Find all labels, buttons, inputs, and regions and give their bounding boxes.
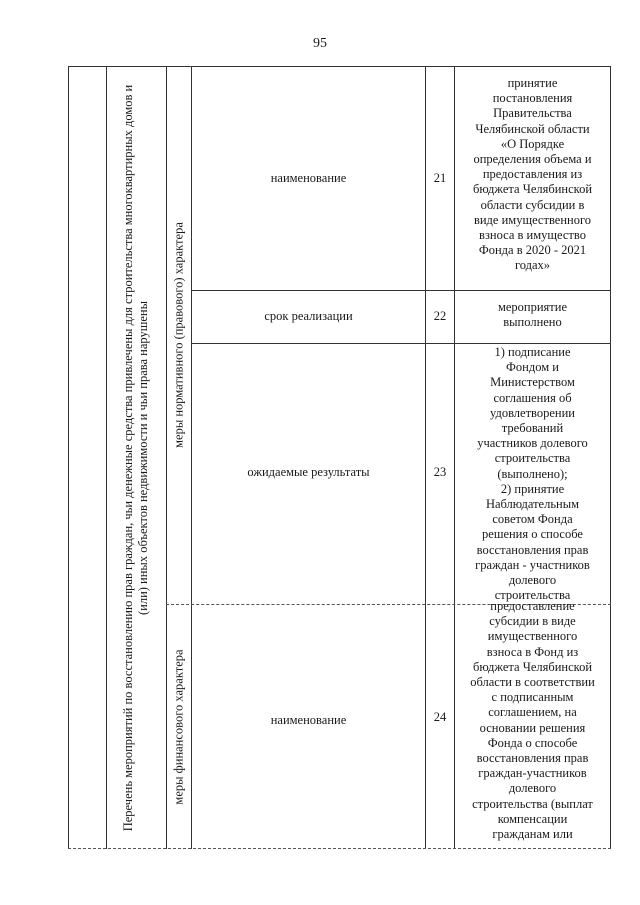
row-label-text: ожидаемые результаты xyxy=(247,465,370,479)
measures-table xyxy=(68,66,611,849)
row-label xyxy=(192,604,425,849)
row-number-text: 21 xyxy=(433,170,447,185)
page-number: 95 xyxy=(313,36,327,51)
row-value: предоставление субсидии в виде имущественного взноса в Фонд из бюджета Челябинской области в соответствии с подписанным соглашением, на основании решения Фонда о способе восстановления прав граждан-участников долевого строительства (выплат компенсации гражданам или xyxy=(470,599,595,842)
row-label xyxy=(192,66,425,290)
category-label: меры финансового характера xyxy=(171,648,185,805)
group-title-cell xyxy=(106,66,166,849)
row-number xyxy=(426,343,454,604)
group-title: Перечень мероприятий по восстановлению прав граждан, чьи денежные средства привлечены для строительства многоквартирных домов и (или) иных объектов недвижимости и чьи права нарушены xyxy=(121,84,150,831)
row-number xyxy=(426,66,454,290)
category-label: меры нормативного (правового) характера xyxy=(171,222,185,448)
row-number-text: 22 xyxy=(433,309,447,323)
row-label xyxy=(192,290,425,343)
row-value: мероприятие выполнено xyxy=(497,300,568,330)
row-value: 1) подписание Фондом и Министерством соглашения об удовлетворении требований участников долевого строительства (выполнено); 2) принятие Наблюдательным советом Фонда решения о способе восстановления прав граждан - участников долевого строительства xyxy=(475,345,590,603)
category-cell xyxy=(166,66,191,604)
category-cell xyxy=(166,604,191,849)
row-label-text: наименование xyxy=(270,713,347,727)
row-label xyxy=(192,343,425,604)
table-border-right xyxy=(610,66,611,849)
row-value: принятие постановления Правительства Челябинской области «О Порядке определения объема и предоставления из бюджета Челябинской области субсидии в виде имущественного взноса в имущество Фонда в 2020 - 2021 годах» xyxy=(472,76,593,273)
row-label-text: наименование xyxy=(270,170,347,185)
row-number xyxy=(426,604,454,849)
row-number-text: 23 xyxy=(433,465,447,479)
row-label-text: срок реализации xyxy=(264,309,353,323)
row-number-text: 24 xyxy=(433,710,447,724)
table-border-left xyxy=(68,66,69,849)
row-number xyxy=(426,290,454,343)
